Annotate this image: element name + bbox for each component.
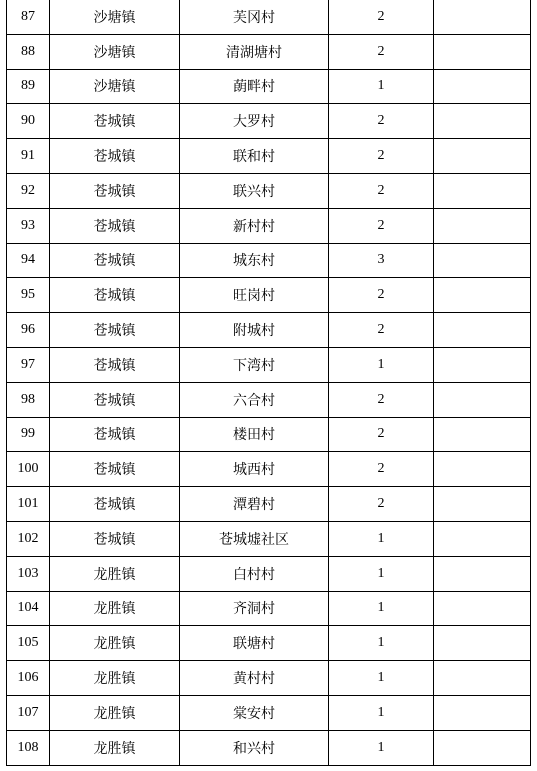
cell-number: 95: [7, 278, 50, 313]
table-row: [7, 591, 531, 626]
cell-note: [434, 69, 531, 104]
cell-number: 106: [7, 661, 50, 696]
cell-town: 苍城镇: [50, 278, 180, 313]
cell-note: [434, 556, 531, 591]
cell-count: 1: [329, 661, 434, 696]
cell-note: [434, 34, 531, 69]
cell-number: 87: [7, 0, 50, 34]
cell-count: 2: [329, 417, 434, 452]
cell-count: 1: [329, 695, 434, 730]
table-row: [7, 208, 531, 243]
table-row: [7, 139, 531, 174]
cell-number: 90: [7, 104, 50, 139]
cell-village: 苍城墟社区: [180, 521, 329, 556]
cell-town: 龙胜镇: [50, 695, 180, 730]
cell-number: 93: [7, 208, 50, 243]
cell-village: 楼田村: [180, 417, 329, 452]
cell-number: 96: [7, 313, 50, 348]
cell-village: 下湾村: [180, 347, 329, 382]
cell-town: 苍城镇: [50, 347, 180, 382]
cell-number: 101: [7, 487, 50, 522]
cell-number: 100: [7, 452, 50, 487]
cell-count: 1: [329, 730, 434, 765]
cell-number: 89: [7, 69, 50, 104]
cell-note: [434, 730, 531, 765]
cell-number: 103: [7, 556, 50, 591]
cell-village: 和兴村: [180, 730, 329, 765]
cell-count: 1: [329, 347, 434, 382]
table-row: [7, 556, 531, 591]
cell-number: 92: [7, 173, 50, 208]
cell-village: 旺岗村: [180, 278, 329, 313]
cell-town: 龙胜镇: [50, 626, 180, 661]
cell-number: 105: [7, 626, 50, 661]
cell-note: [434, 0, 531, 34]
cell-village: 城西村: [180, 452, 329, 487]
table-row: [7, 69, 531, 104]
cell-number: 91: [7, 139, 50, 174]
cell-note: [434, 208, 531, 243]
cell-note: [434, 452, 531, 487]
cell-village: 白村村: [180, 556, 329, 591]
cell-note: [434, 139, 531, 174]
cell-town: 苍城镇: [50, 208, 180, 243]
table-row: [7, 626, 531, 661]
cell-town: 苍城镇: [50, 487, 180, 522]
cell-note: [434, 313, 531, 348]
cell-count: 1: [329, 69, 434, 104]
cell-number: 107: [7, 695, 50, 730]
cell-number: 99: [7, 417, 50, 452]
cell-town: 苍城镇: [50, 313, 180, 348]
table-row: [7, 661, 531, 696]
cell-number: 94: [7, 243, 50, 278]
cell-town: 沙塘镇: [50, 69, 180, 104]
cell-town: 龙胜镇: [50, 591, 180, 626]
cell-village: 联和村: [180, 139, 329, 174]
cell-number: 102: [7, 521, 50, 556]
cell-village: 芙冈村: [180, 0, 329, 34]
table-row: [7, 173, 531, 208]
cell-count: 1: [329, 521, 434, 556]
table-row: [7, 347, 531, 382]
cell-note: [434, 626, 531, 661]
cell-town: 龙胜镇: [50, 661, 180, 696]
cell-village: 潭碧村: [180, 487, 329, 522]
cell-count: 3: [329, 243, 434, 278]
cell-town: 龙胜镇: [50, 556, 180, 591]
cell-number: 98: [7, 382, 50, 417]
cell-town: 苍城镇: [50, 173, 180, 208]
table-row: [7, 417, 531, 452]
cell-note: [434, 695, 531, 730]
table-row: [7, 452, 531, 487]
table-row: [7, 695, 531, 730]
cell-village: 清湖塘村: [180, 34, 329, 69]
cell-note: [434, 661, 531, 696]
table-row: [7, 521, 531, 556]
cell-town: 龙胜镇: [50, 730, 180, 765]
cell-village: 蓢畔村: [180, 69, 329, 104]
cell-count: 2: [329, 278, 434, 313]
cell-village: 联兴村: [180, 173, 329, 208]
table-row: [7, 243, 531, 278]
cell-note: [434, 591, 531, 626]
cell-note: [434, 278, 531, 313]
table-row: [7, 278, 531, 313]
table-row: [7, 313, 531, 348]
cell-village: 六合村: [180, 382, 329, 417]
cell-count: 2: [329, 487, 434, 522]
cell-count: 1: [329, 556, 434, 591]
table-body: [7, 0, 531, 765]
cell-note: [434, 382, 531, 417]
cell-count: 2: [329, 0, 434, 34]
cell-village: 城东村: [180, 243, 329, 278]
cell-town: 苍城镇: [50, 243, 180, 278]
cell-count: 2: [329, 382, 434, 417]
cell-count: 1: [329, 626, 434, 661]
cell-village: 联塘村: [180, 626, 329, 661]
cell-count: 2: [329, 452, 434, 487]
cell-note: [434, 487, 531, 522]
cell-village: 新村村: [180, 208, 329, 243]
table-row: [7, 487, 531, 522]
cell-village: 棠安村: [180, 695, 329, 730]
cell-town: 苍城镇: [50, 104, 180, 139]
cell-number: 88: [7, 34, 50, 69]
table-row: [7, 730, 531, 765]
cell-note: [434, 347, 531, 382]
cell-village: 大罗村: [180, 104, 329, 139]
cell-town: 苍城镇: [50, 382, 180, 417]
table-row: [7, 34, 531, 69]
cell-number: 108: [7, 730, 50, 765]
cell-note: [434, 521, 531, 556]
cell-count: 1: [329, 591, 434, 626]
cell-note: [434, 173, 531, 208]
cell-note: [434, 417, 531, 452]
cell-count: 2: [329, 139, 434, 174]
cell-village: 齐洞村: [180, 591, 329, 626]
cell-count: 2: [329, 104, 434, 139]
cell-town: 苍城镇: [50, 139, 180, 174]
cell-town: 苍城镇: [50, 417, 180, 452]
cell-village: 黄村村: [180, 661, 329, 696]
village-table: [6, 0, 531, 766]
cell-number: 104: [7, 591, 50, 626]
cell-count: 2: [329, 34, 434, 69]
cell-note: [434, 243, 531, 278]
cell-town: 沙塘镇: [50, 0, 180, 34]
table-row: [7, 104, 531, 139]
cell-town: 苍城镇: [50, 452, 180, 487]
cell-town: 沙塘镇: [50, 34, 180, 69]
cell-town: 苍城镇: [50, 521, 180, 556]
cell-count: 2: [329, 313, 434, 348]
table-row: [7, 0, 531, 34]
table-row: [7, 382, 531, 417]
cell-village: 附城村: [180, 313, 329, 348]
cell-number: 97: [7, 347, 50, 382]
cell-note: [434, 104, 531, 139]
cell-count: 2: [329, 173, 434, 208]
cell-count: 2: [329, 208, 434, 243]
